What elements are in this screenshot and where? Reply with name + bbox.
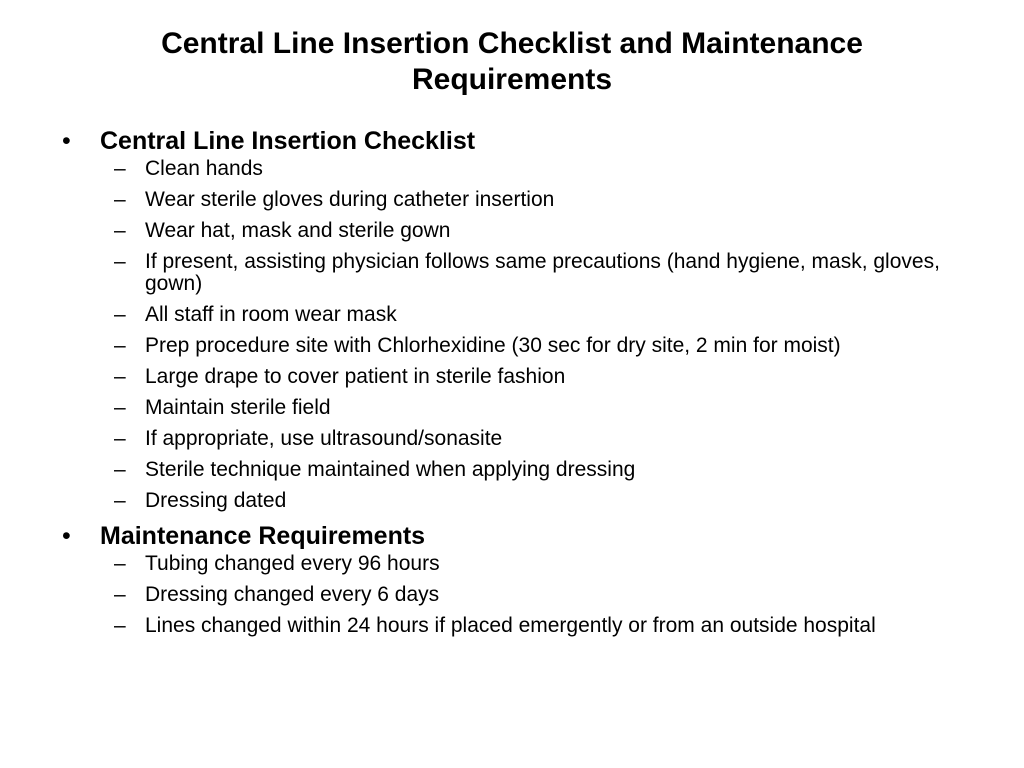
list-item xyxy=(60,615,970,637)
list-item xyxy=(60,366,970,388)
section-heading-text: Central Line Insertion Checklist xyxy=(100,127,476,155)
dash-mark: – xyxy=(114,303,126,326)
dash-mark: – xyxy=(114,552,126,575)
list-item-text: Tubing changed every 96 hours xyxy=(145,552,440,575)
list-item-text: If appropriate, use ultrasound/sonasite xyxy=(145,427,503,450)
section-insertion-checklist xyxy=(60,126,970,512)
list-item xyxy=(60,220,970,242)
section-heading xyxy=(60,521,970,551)
list-item xyxy=(60,304,970,326)
dash-mark: – xyxy=(114,188,126,211)
list-item xyxy=(60,428,970,450)
list-item xyxy=(60,251,970,295)
list-item-text: Clean hands xyxy=(145,157,263,180)
list-item-text: Prep procedure site with Chlorhexidine (30 sec for dry site, 2 min for moist) xyxy=(145,334,841,357)
list-item-text: If present, assisting physician follows same precautions (hand hygiene, mask, gloves, gown) xyxy=(145,250,940,295)
list-item xyxy=(60,553,970,575)
list-item-text: Wear hat, mask and sterile gown xyxy=(145,219,451,242)
section-maintenance-requirements xyxy=(60,521,970,637)
list-item-text: All staff in room wear mask xyxy=(145,303,397,326)
slide-title: Central Line Insertion Checklist and Maintenance Requirements xyxy=(161,27,863,96)
dash-mark: – xyxy=(114,250,126,273)
dash-mark: – xyxy=(114,219,126,242)
list-item xyxy=(60,459,970,481)
list-item-text: Dressing dated xyxy=(145,489,287,512)
list-item xyxy=(60,584,970,606)
dash-mark: – xyxy=(114,614,126,637)
bullet-mark: • xyxy=(62,127,71,155)
slide-content xyxy=(60,126,970,646)
bullet-mark: • xyxy=(62,522,71,550)
list-item-text: Maintain sterile field xyxy=(145,396,331,419)
section-heading xyxy=(60,126,970,156)
list-item xyxy=(60,158,970,180)
list-item xyxy=(60,490,970,512)
list-item-text: Large drape to cover patient in sterile fashion xyxy=(145,365,566,388)
list-item xyxy=(60,397,970,419)
list-item-text: Wear sterile gloves during catheter insertion xyxy=(145,188,555,211)
dash-mark: – xyxy=(114,427,126,450)
dash-mark: – xyxy=(114,334,126,357)
section-heading-text: Maintenance Requirements xyxy=(100,522,426,550)
dash-mark: – xyxy=(114,458,126,481)
dash-mark: – xyxy=(114,365,126,388)
list-item xyxy=(60,335,970,357)
dash-mark: – xyxy=(114,583,126,606)
list-item-text: Lines changed within 24 hours if placed emergently or from an outside hospital xyxy=(145,614,876,637)
list-item xyxy=(60,189,970,211)
list-item-text: Sterile technique maintained when applying dressing xyxy=(145,458,636,481)
dash-mark: – xyxy=(114,396,126,419)
list-item-text: Dressing changed every 6 days xyxy=(145,583,440,606)
dash-mark: – xyxy=(114,157,126,180)
dash-mark: – xyxy=(114,489,126,512)
